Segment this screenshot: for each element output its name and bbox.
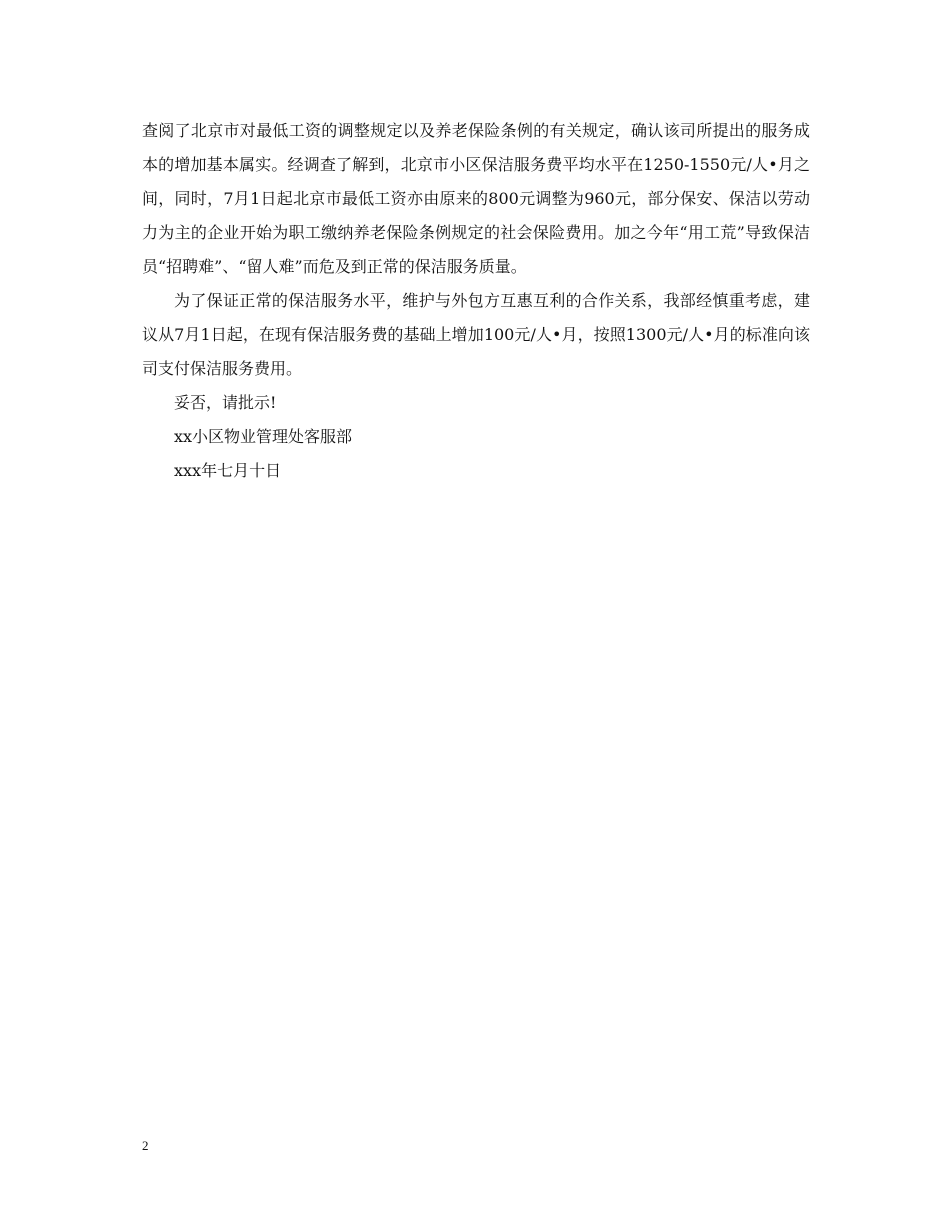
sender-department: xx小区物业管理处客服部 (174, 427, 353, 446)
document-body (142, 114, 810, 488)
body-paragraph-2: 为了保证正常的保洁服务水平，维护与外包方互惠互利的合作关系，我部经慎重考虑，建议从7月1日起，在现有保洁服务费的基础上增加100元/人•月，按照1300元/人•月的标准向该司支付保洁服务费用。 (142, 291, 810, 378)
document-date: xxx年七月十日 (174, 461, 282, 480)
approval-request: 妥否，请批示! (174, 393, 277, 412)
page-number: 2 (142, 1138, 149, 1153)
body-paragraph-1: 查阅了北京市对最低工资的调整规定以及养老保险条例的有关规定，确认该司所提出的服务成本的增加基本属实。经调查了解到，北京市小区保洁服务费平均水平在1250-1550元/人•月之间，同时，7月1日起北京市最低工资亦由原来的800元调整为960元，部分保安、保洁以劳动力为主的企业开始为职工缴纳养老保险条例规定的社会保险费用。加之今年“用工荒”导致保洁员“招聘难”、“留人难”而危及到正常的保洁服务质量。 (142, 121, 810, 276)
